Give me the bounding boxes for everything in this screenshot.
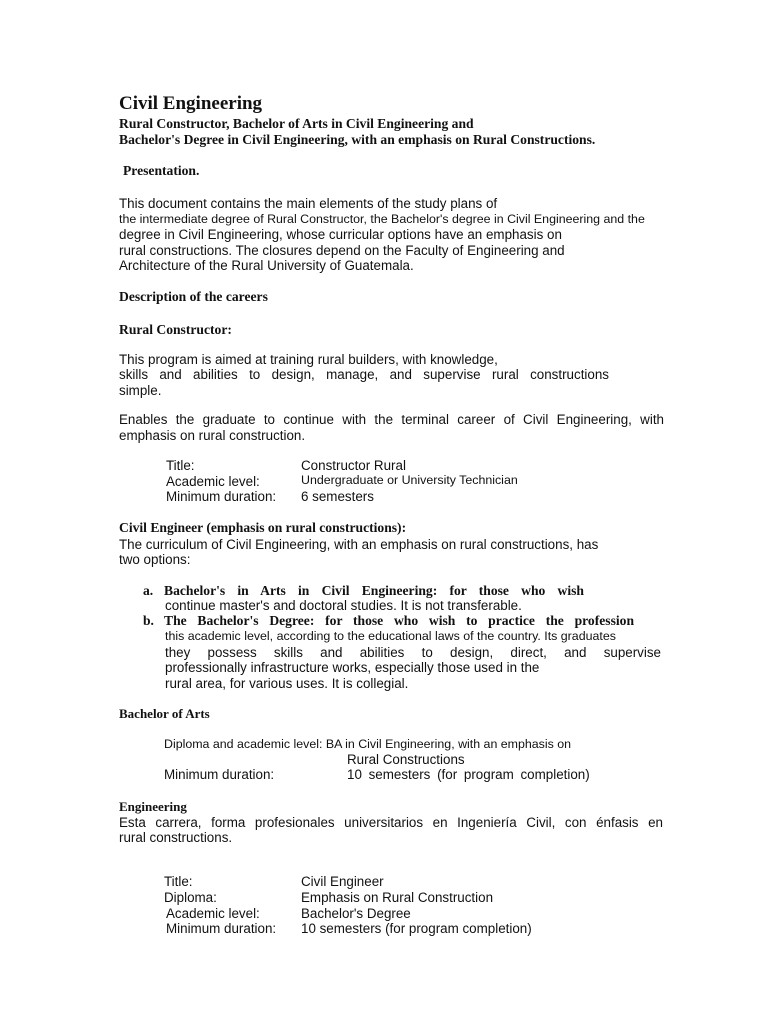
ba-duration-value: 10 semesters (for program completion) bbox=[347, 767, 590, 782]
eng-title-label: Title: bbox=[164, 874, 193, 889]
presentation-line-5: Architecture of the Rural University of Guatemala. bbox=[119, 258, 414, 273]
rural-constructor-para2-line-1: Enables the graduate to continue with the terminal career of Civil Engineering, with bbox=[119, 412, 664, 427]
document-subtitle-line-1: Rural Constructor, Bachelor of Arts in Civil Engineering and bbox=[119, 116, 474, 131]
civil-engineer-intro-line-1: The curriculum of Civil Engineering, with an emphasis on rural constructions, has bbox=[119, 537, 599, 552]
rc-academic-level-value: Undergraduate or University Technician bbox=[301, 473, 518, 487]
option-b-marker: b. bbox=[143, 613, 154, 628]
bachelor-of-arts-heading: Bachelor of Arts bbox=[119, 706, 210, 721]
eng-academic-level-label: Academic level: bbox=[166, 906, 260, 921]
option-b-line-4: rural area, for various uses. It is collegial. bbox=[165, 676, 409, 691]
eng-duration-label: Minimum duration: bbox=[166, 921, 277, 936]
eng-academic-level-value: Bachelor's Degree bbox=[301, 906, 411, 921]
rc-duration-value: 6 semesters bbox=[301, 489, 374, 504]
eng-duration-value: 10 semesters (for program completion) bbox=[301, 921, 532, 936]
rc-academic-level-label: Academic level: bbox=[166, 474, 260, 489]
civil-engineer-intro-line-2: two options: bbox=[119, 552, 191, 567]
presentation-heading-text: Presentation. bbox=[123, 163, 200, 178]
option-b-line-1: this academic level, according to the educational laws of the country. Its graduates bbox=[165, 629, 616, 643]
engineering-line-1: Esta carrera, forma profesionales universitarios en Ingeniería Civil, con énfasis en bbox=[119, 815, 663, 830]
eng-title-value: Civil Engineer bbox=[301, 874, 384, 889]
document-title: Civil Engineering bbox=[119, 93, 263, 114]
option-a-line-1: continue master's and doctoral studies. It is not transferable. bbox=[165, 598, 522, 613]
option-a-marker: a. bbox=[143, 583, 154, 598]
ba-diploma-line: Diploma and academic level: BA in Civil Engineering, with an emphasis on bbox=[164, 737, 572, 751]
eng-diploma-value: Emphasis on Rural Construction bbox=[301, 890, 494, 905]
civil-engineer-heading: Civil Engineer (emphasis on rural constructions): bbox=[119, 520, 407, 535]
rural-constructor-heading: Rural Constructor: bbox=[119, 322, 232, 337]
ba-duration-label: Minimum duration: bbox=[164, 767, 275, 782]
rural-constructor-para1-line-3: simple. bbox=[119, 383, 162, 398]
option-a-lead: Bachelor's in Arts in Civil Engineering: for those who wish bbox=[164, 583, 584, 598]
ba-diploma-cont: Rural Constructions bbox=[347, 752, 465, 767]
engineering-heading: Engineering bbox=[119, 799, 187, 814]
presentation-line-1: This document contains the main elements of the study plans of bbox=[119, 196, 498, 211]
rural-constructor-para1-line-2: skills and abilities to design, manage, and supervise rural constructions bbox=[119, 367, 609, 382]
rc-duration-label: Minimum duration: bbox=[166, 489, 277, 504]
rc-title-value: Constructor Rural bbox=[301, 458, 406, 473]
option-b-line-3: professionally infrastructure works, especially those used in the bbox=[165, 660, 540, 675]
presentation-line-3: degree in Civil Engineering, whose curricular options have an emphasis on bbox=[119, 227, 562, 242]
rural-constructor-para2-line-2: emphasis on rural construction. bbox=[119, 428, 306, 443]
careers-heading: Description of the careers bbox=[119, 289, 268, 304]
option-b-lead: The Bachelor's Degree: for those who wish to practice the profession bbox=[164, 613, 634, 628]
option-b-line-2: they possess skills and abilities to design, direct, and supervise bbox=[165, 645, 661, 660]
document-subtitle-line-2: Bachelor's Degree in Civil Engineering, with an emphasis on Rural Constructions. bbox=[119, 132, 596, 147]
presentation-line-2: the intermediate degree of Rural Constructor, the Bachelor's degree in Civil Engineering and the bbox=[119, 212, 645, 226]
rc-title-label: Title: bbox=[166, 458, 195, 473]
presentation-line-4: rural constructions. The closures depend on the Faculty of Engineering and bbox=[119, 243, 565, 258]
eng-diploma-label: Diploma: bbox=[164, 890, 217, 905]
engineering-line-2: rural constructions. bbox=[119, 830, 233, 845]
rural-constructor-para1-line-1: This program is aimed at training rural builders, with knowledge, bbox=[119, 352, 498, 367]
